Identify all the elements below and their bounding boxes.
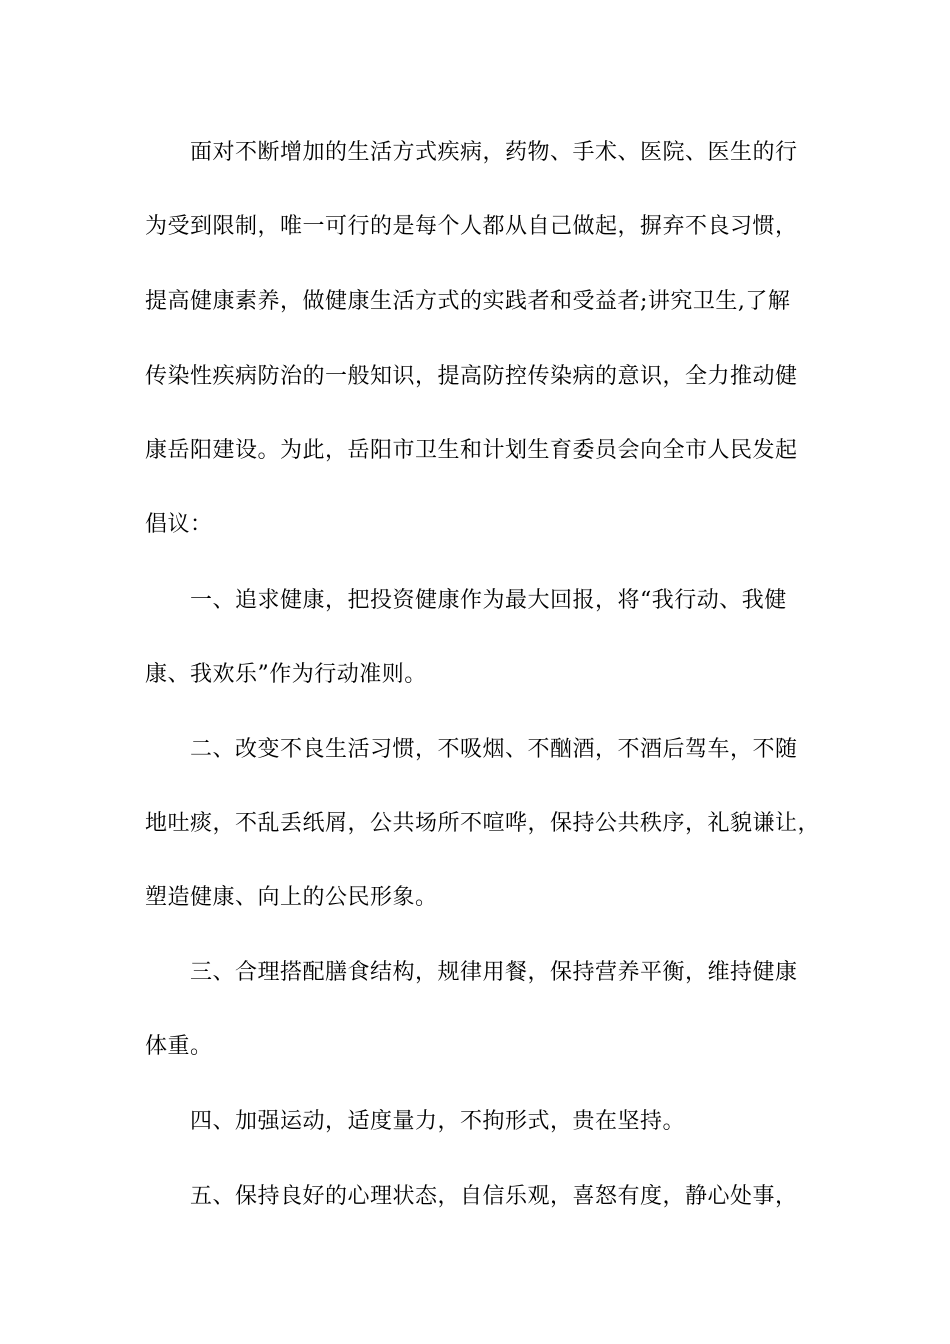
item-2-line-1: 二、改变不良生活习惯，不吸烟、不酗酒，不酒后驾车，不随 <box>190 737 798 762</box>
item-2-line-2: 地吐痰，不乱丢纸屑，公共场所不喧哗，保持公共秩序，礼貌谦让， <box>145 811 821 836</box>
item-1-line-1: 一、追求健康，把投资健康作为最大回报，将“我行动、我健 <box>190 588 787 613</box>
item-2-line-3: 塑造健康、向上的公民形象。 <box>145 885 438 910</box>
paragraph-intro-line-4: 传染性疾病防治的一般知识，提高防控传染病的意识，全力推动健 <box>145 364 798 389</box>
paragraph-intro-line-1: 面对不断增加的生活方式疾病，药物、手术、医院、医生的行 <box>190 140 798 165</box>
item-3-line-1: 三、合理搭配膳食结构，规律用餐，保持营养平衡，维持健康 <box>190 960 798 985</box>
item-5-line-1: 五、保持良好的心理状态，自信乐观，喜怒有度，静心处事， <box>190 1184 798 1209</box>
paragraph-intro-line-5: 康岳阳建设。为此，岳阳市卫生和计划生育委员会向全市人民发起 <box>145 438 798 463</box>
item-1-line-2: 康、我欢乐”作为行动准则。 <box>145 662 427 687</box>
paragraph-intro-line-3: 提高健康素养，做健康生活方式的实践者和受益者;讲究卫生,了解 <box>145 289 791 314</box>
paragraph-intro-line-2: 为受到限制，唯一可行的是每个人都从自己做起，摒弃不良习惯， <box>145 214 798 239</box>
item-3-line-2: 体重。 <box>145 1034 213 1059</box>
item-4-line-1: 四、加强运动，适度量力，不拘形式，贵在坚持。 <box>190 1109 686 1134</box>
paragraph-intro-line-6: 倡议： <box>145 512 213 537</box>
